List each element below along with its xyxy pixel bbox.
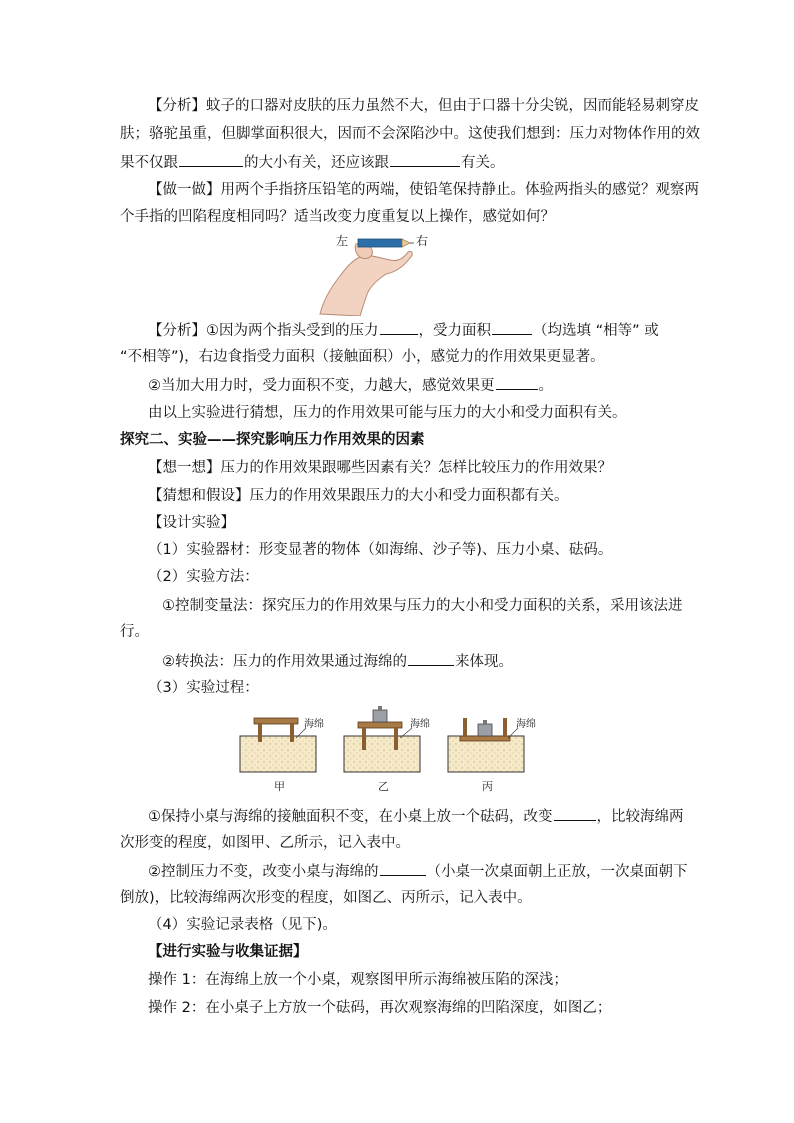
analysis-2-text-c: （均选填 “相等” 或 [533, 323, 659, 339]
analysis-2-text-e: 。 [538, 378, 553, 394]
collect-heading: 【进行实验与收集证据】 [148, 944, 308, 960]
sponge-label-bing: 海绵 [516, 719, 536, 730]
analysis-1-text-b: 的大小有关，还应该跟 [244, 155, 389, 171]
fill-blank-2[interactable] [390, 152, 460, 167]
step-2-text-b: （小桌一次桌面朝上正放，一次桌面朝下 [426, 864, 688, 880]
think-line: 【想一想】压力的作用效果跟哪些因素有关？怎样比较压力的作用效果？ [148, 460, 612, 476]
analysis-2-text-d: ②当加大用力时，受力面积不变，力越大，感觉效果更 [148, 378, 495, 394]
process-heading: （3）实验过程： [148, 680, 259, 696]
table-leg-jia-2 [290, 724, 294, 742]
materials-line: （1）实验器材：形变显著的物体（如海绵、沙子等)、压力小桌、砝码。 [148, 542, 613, 558]
analysis-2-line-1 [148, 320, 659, 341]
method-1-line-2: 行。 [120, 624, 149, 640]
pencil-body [358, 239, 402, 247]
table-top-jia [254, 718, 298, 724]
method-2-text-b: 来体现。 [455, 654, 513, 670]
panel-bing [448, 717, 536, 793]
left-label: 左 [336, 234, 349, 248]
try-it-line-1: 【做一做】用两个手指挤压铅笔的两端，使铅笔保持静止。体验两指头的感觉？观察两 [148, 182, 699, 198]
fill-blank-1[interactable] [179, 152, 243, 167]
step-1-text-a: ①保持小桌与海绵的接触面积不变，在小桌上放一个砝码，改变 [148, 809, 553, 825]
analysis-2-line-2: “不相等”)，右边食指受力面积（接触面积）小，感觉力的作用效果更显著。 [120, 349, 605, 365]
caption-jia: 甲 [274, 780, 285, 793]
table-leg-bing-1 [463, 718, 467, 736]
fill-blank-4[interactable] [492, 320, 532, 335]
operation-2: 操作 2：在小桌子上方放一个砝码，再次观察海绵的凹陷深度，如图乙； [148, 1000, 612, 1016]
pencil-tip [402, 239, 410, 247]
sponge-experiment-figure [232, 700, 552, 796]
analysis-2-text-a: 【分析】①因为两个指头受到的压力 [148, 323, 379, 339]
weight-knob-yi [378, 706, 382, 710]
fill-blank-3[interactable] [380, 320, 418, 335]
sponge-jia [240, 736, 316, 772]
weight-bing [478, 724, 492, 736]
step-2-line-1 [148, 861, 688, 882]
analysis-1-line-3 [120, 152, 505, 173]
caption-yi: 乙 [378, 780, 389, 793]
weight-yi [373, 710, 387, 722]
step-2-text-a: ②控制压力不变，改变小桌与海绵的 [148, 864, 379, 880]
sponge-yi [344, 736, 420, 772]
table-top-bing [460, 736, 510, 741]
hand-shape [320, 251, 412, 316]
pencil-hand-figure [310, 228, 450, 316]
step-1-line-1 [148, 806, 684, 827]
step-1-text-b: ，比较海绵两 [596, 809, 684, 825]
fill-blank-5[interactable] [496, 375, 538, 390]
fill-blank-6[interactable] [408, 651, 454, 666]
weight-knob-bing [483, 720, 487, 724]
method-heading: （2）实验方法： [148, 569, 259, 585]
design-heading: 【设计实验】 [148, 515, 235, 531]
analysis-2-text-b: ，受力面积 [418, 323, 491, 339]
conjecture-summary: 由以上实验进行猜想，压力的作用效果可能与压力的大小和受力面积有关。 [148, 405, 627, 421]
analysis-2-line-3 [148, 375, 553, 396]
step-3-line: （4）实验记录表格（见下)。 [148, 917, 337, 933]
analysis-1-line-1: 【分析】蚊子的口器对皮肤的压力虽然不大，但由于口器十分尖锐，因而能轻易刺穿皮 [148, 98, 699, 114]
table-leg-bing-2 [503, 718, 507, 736]
sponge-label-yi: 海绵 [410, 719, 430, 730]
right-label: 右 [416, 234, 429, 248]
panel-yi [344, 706, 430, 793]
sponge-label-jia: 海绵 [304, 719, 324, 730]
operation-1: 操作 1：在海绵上放一个小桌，观察图甲所示海绵被压陷的深浅； [148, 972, 568, 988]
table-top-yi [358, 722, 402, 728]
section-heading: 探究二、实验——探究影响压力作用效果的因素 [120, 432, 425, 448]
fill-blank-8[interactable] [380, 861, 426, 876]
method-2-line [162, 651, 513, 672]
step-1-line-2: 次形变的程度，如图甲、乙所示，记入表中。 [120, 835, 410, 851]
try-it-line-2: 个手指的凹陷程度相同吗？适当改变力度重复以上操作，感觉如何？ [120, 209, 555, 225]
analysis-1-text-a: 果不仅跟 [120, 155, 178, 171]
analysis-1-text-c: 有关。 [461, 155, 505, 171]
fill-blank-7[interactable] [554, 806, 596, 821]
step-2-line-2: 倒放)，比较海绵两次形变的程度，如图乙、丙所示，记入表中。 [120, 890, 532, 906]
table-leg-yi-2 [394, 728, 398, 750]
table-leg-jia-1 [258, 724, 262, 742]
panel-jia [240, 717, 324, 793]
table-leg-yi-1 [362, 728, 366, 750]
method-2-text-a: ②转换法：压力的作用效果通过海绵的 [162, 654, 407, 670]
sponge-bing [448, 736, 524, 772]
guess-line: 【猜想和假设】压力的作用效果跟压力的大小和受力面积都有关。 [148, 488, 569, 504]
method-1-line-1: ①控制变量法：探究压力的作用效果与压力的大小和受力面积的关系，采用该法进 [162, 598, 683, 614]
analysis-1-line-2: 肤；骆驼虽重，但脚掌面积很大，因而不会深陷沙中。这使我们想到：压力对物体作用的效 [120, 126, 700, 142]
caption-bing: 丙 [482, 780, 493, 793]
